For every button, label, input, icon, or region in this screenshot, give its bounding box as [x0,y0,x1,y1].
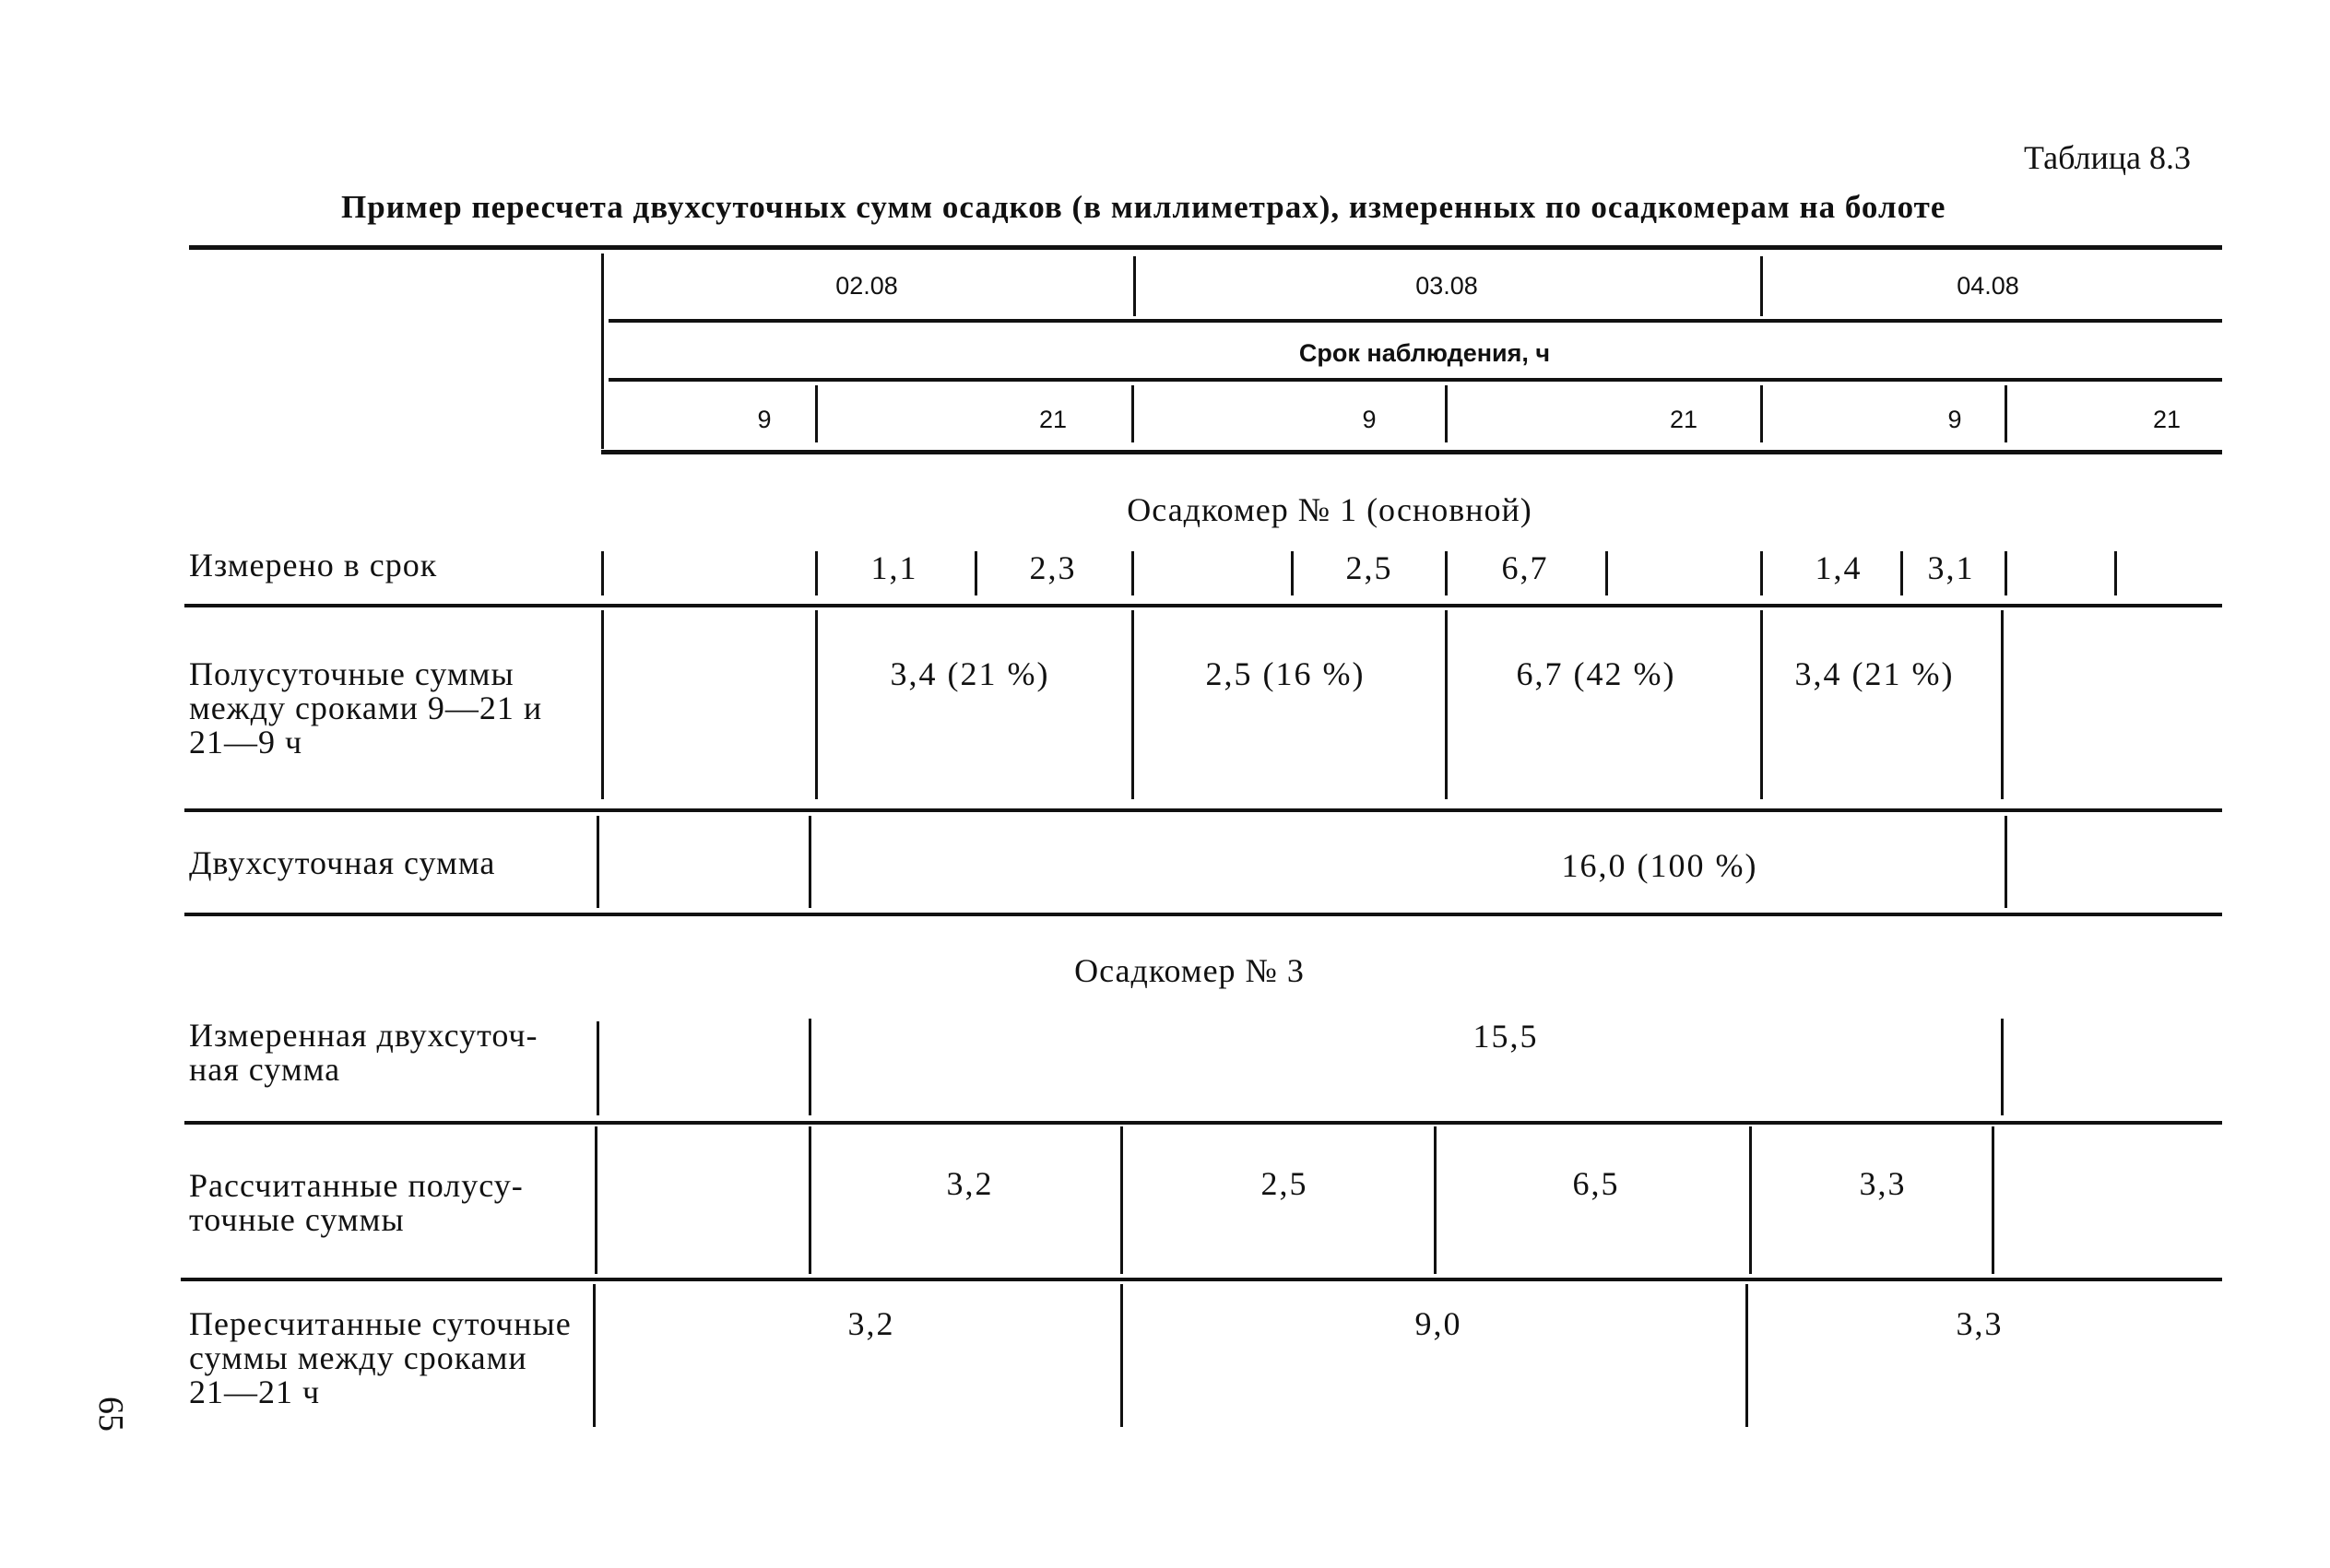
stub-divider [601,253,604,449]
cell-divider [1992,1126,1994,1274]
row-rule [184,808,2222,812]
date-cell: 02.08 [835,272,898,300]
hour-cell: 21 [2152,406,2182,433]
cell-divider [1131,551,1134,595]
value-cell: 2,5 (16 %) [1205,655,1366,692]
row-rule [184,1121,2222,1125]
cell-divider [809,1019,811,1115]
cell-divider [1900,551,1903,595]
value-cell: 6,7 [1501,549,1549,586]
cell-divider [2001,610,2004,799]
cell-divider [1445,610,1448,799]
cell-divider [1760,610,1763,799]
cell-divider [1434,1126,1437,1274]
cell-divider [597,1021,599,1115]
cell-divider [2001,1019,2004,1115]
row-label: Двухсуточная сумма [189,844,496,881]
cell-divider [1760,551,1763,595]
cell-divider [1120,1284,1123,1427]
row-label: Пересчитанные суточные суммы между сроками 21—21 ч [189,1305,572,1410]
value-cell: 9,0 [1414,1305,1462,1342]
value-cell: 16,0 (100 %) [1561,847,1758,884]
hour-cell: 9 [1947,406,1962,433]
row-label: Рассчитанные полусу- точные суммы [189,1167,524,1238]
value-cell: 1,4 [1815,549,1863,586]
hour-cell: 9 [1362,406,1377,433]
cell-divider [601,610,604,799]
hour-cell: 9 [757,406,772,433]
cell-divider [809,1126,811,1274]
table-number: Таблица 8.3 [2024,139,2191,176]
section-title: Осадкомер № 3 [1074,952,1305,989]
top-rule [189,245,2222,250]
row-rule [184,604,2222,607]
cell-divider [975,551,977,595]
hour-cell: 21 [1038,406,1068,433]
row-label: Измеренная двухсуточ- ная сумма [189,1017,538,1088]
hour-divider [1760,385,1763,442]
cell-divider [1445,551,1448,595]
cell-divider [2005,551,2007,595]
value-cell: 2,5 [1345,549,1393,586]
cell-divider [1605,551,1608,595]
hour-cell: 21 [1669,406,1698,433]
date-cell: 04.08 [1957,272,2019,300]
page-number: 65 [91,1397,130,1432]
value-cell: 3,3 [1859,1165,1907,1202]
hour-divider [1131,385,1134,442]
hour-divider [1445,385,1448,442]
value-cell: 6,7 (42 %) [1516,655,1676,692]
value-cell: 3,1 [1927,549,1975,586]
hour-divider [815,385,818,442]
cell-divider [815,610,818,799]
cell-divider [1291,551,1294,595]
row-label: Измерено в срок [189,547,438,584]
cell-divider [2114,551,2117,595]
table-title: Пример пересчета двухсуточных сумм осадков (в миллиметрах), измеренных по осадкомерам на болоте [341,189,1946,225]
value-cell: 15,5 [1473,1018,1539,1055]
observation-caption: Срок наблюдения, ч [1298,339,1551,367]
value-cell: 3,2 [847,1305,895,1342]
value-cell: 3,2 [946,1165,994,1202]
cell-divider [1120,1126,1123,1274]
value-cell: 3,4 (21 %) [890,655,1050,692]
header-rule [609,378,2222,382]
cell-divider [601,551,604,595]
row-label: Полусуточные суммы между сроками 9—21 и 21—9 ч [189,655,543,760]
row-rule [184,913,2222,916]
date-divider [1760,256,1763,316]
cell-divider [595,1126,597,1274]
row-rule [181,1278,2222,1281]
cell-divider [809,816,811,908]
value-cell: 3,4 (21 %) [1794,655,1955,692]
value-cell: 3,3 [1956,1305,2004,1342]
header-rule [609,319,2222,323]
hour-divider [2005,385,2007,442]
value-cell: 1,1 [870,549,918,586]
cell-divider [815,551,818,595]
date-cell: 03.08 [1415,272,1478,300]
cell-divider [593,1284,596,1427]
header-bottom-rule [601,450,2222,454]
value-cell: 6,5 [1572,1165,1620,1202]
section-title: Осадкомер № 1 (основной) [1127,491,1532,528]
cell-divider [2005,816,2007,908]
value-cell: 2,3 [1029,549,1077,586]
date-divider [1133,256,1136,316]
cell-divider [1745,1284,1748,1427]
cell-divider [1749,1126,1752,1274]
cell-divider [597,816,599,908]
value-cell: 2,5 [1260,1165,1308,1202]
cell-divider [1131,610,1134,799]
